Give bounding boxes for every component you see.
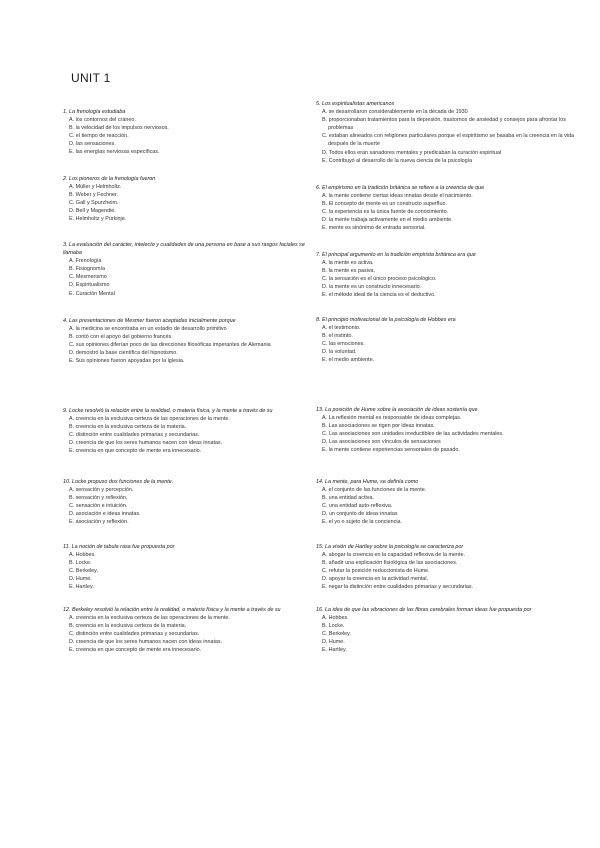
- answer-option: A. la mente contiene ciertas ideas innatas desde el nacimiento.: [322, 193, 473, 200]
- question-2: [63, 175, 325, 224]
- option-list: [316, 551, 578, 591]
- answer-option: B. Locke.: [69, 560, 92, 567]
- question-stem: 2. Los pioneros de la frenología fueron: [63, 176, 156, 182]
- question-15: [316, 543, 578, 592]
- question-13: [316, 406, 578, 455]
- question-stem: 9. Locke resolvió la relación entre la realidad, o materia física, y la mente a través de su: [63, 408, 273, 414]
- answer-option: B. Locke.: [322, 623, 345, 630]
- answer-option: C. distinción entre cualidades primarias y secundarias.: [69, 432, 200, 439]
- answer-option: A. sensación y percepción.: [69, 487, 134, 494]
- answer-option: C. Mesmerismo: [69, 274, 107, 281]
- answer-option: B. una entidad activa.: [322, 495, 374, 502]
- answer-option: B. Las asociaciones se rigen por ideas innatas.: [322, 423, 435, 430]
- answer-option: B. proporcionaban tratamientos para la depresión, trastornos de ansiedad y consejos para afrontar los problemas: [322, 117, 566, 132]
- page-title: UNIT 1: [71, 71, 111, 85]
- option-list: [63, 257, 325, 297]
- answer-option: D. asociación e ideas innatas.: [69, 511, 141, 518]
- question-5: [316, 100, 578, 165]
- answer-option: E. creencia en que concepto de mente era innecesario.: [69, 448, 202, 455]
- answer-option: C. Gall y Spurzheim.: [69, 200, 119, 207]
- answer-option: C. Las asociaciones son unidades irreductibles de las actividades mentales.: [322, 431, 504, 438]
- answer-option: A. La reflexión mental es responsable de ideas complejas.: [322, 415, 462, 422]
- option-list: [316, 414, 578, 454]
- answer-option: E. asociación y reflexión.: [69, 519, 129, 526]
- question-1: [63, 108, 325, 157]
- answer-option: E. el yo o sujeto de la conciencia.: [322, 519, 403, 526]
- answer-option: D. creencia de que los seres humanos nacen con ideas innatas.: [69, 440, 223, 447]
- answer-option: E. el método ideal de la ciencia es el deductivo.: [322, 292, 436, 299]
- question-14: [316, 478, 578, 527]
- option-list: [63, 116, 325, 156]
- question-11: [63, 543, 325, 592]
- answer-option: C. distinción entre cualidades primarias y secundarias.: [69, 631, 200, 638]
- answer-option: D. las sensaciones.: [69, 141, 116, 148]
- question-16: [316, 606, 578, 655]
- question-stem: 5. Los espiritualistas americanos: [316, 101, 395, 107]
- answer-option: C. el tiempo de reacción.: [69, 133, 129, 140]
- option-list: [316, 192, 578, 232]
- question-9: [63, 407, 325, 456]
- answer-option: A. el conjunto de las funciones de la mente.: [322, 487, 427, 494]
- option-list: [63, 183, 325, 223]
- question-stem: 1. La frenología estudiaba: [63, 109, 126, 115]
- answer-option: D. demostró la base científica del hipnotismo.: [69, 350, 178, 357]
- answer-option: C. estaban alineados con religiones particulares porque el espiritismo se basaba en la creencia en la vida después de la muerte: [322, 133, 575, 148]
- answer-option: C. Berkeley.: [322, 631, 351, 638]
- answer-option: B. el instinto.: [322, 333, 353, 340]
- question-stem: 11. La noción de tabula rasa fue propuesta por: [63, 544, 175, 550]
- answer-option: A. la medicina se encontraba en un estadio de desarrollo primitivo: [69, 326, 227, 333]
- answer-option: C. las emociones.: [322, 341, 365, 348]
- answer-option: B. la mente es pasiva.: [322, 268, 376, 275]
- option-list: [63, 325, 325, 365]
- answer-option: D. apoyar la creencia en la actividad mental.: [322, 576, 429, 583]
- answer-option: B. la velocidad de los impulsos nerviosos.: [69, 125, 169, 132]
- option-list: [63, 415, 325, 455]
- answer-option: E. Curación Mental: [69, 290, 115, 297]
- question-stem: 3. La evaluación del carácter, intelecto y cualidades de una persona en base a sus rasgos faciales se llamaba: [63, 242, 305, 257]
- question-10: [63, 478, 325, 527]
- answer-option: D. la voluntad.: [322, 349, 357, 356]
- answer-option: D. creencia de que los seres humanos nacen con ideas innatas.: [69, 639, 223, 646]
- answer-option: A. se desarrollaron considerablemente en la década de 1930: [322, 109, 468, 116]
- answer-option: C. sus opiniones diferían poco de las direcciones filosóficas imperantes de Alemania: [69, 342, 271, 349]
- question-4: [63, 317, 325, 366]
- answer-option: C. la sensación es el único proceso psicológico.: [322, 276, 437, 283]
- question-7: [316, 251, 578, 300]
- answer-option: E. Hartley.: [322, 647, 347, 654]
- question-stem: 14. La mente, para Hume, se definía como: [316, 479, 419, 485]
- answer-option: A. los contornos del cráneo.: [69, 117, 136, 124]
- answer-option: A. la mente es activa.: [322, 260, 374, 267]
- answer-option: E. Hartley.: [69, 584, 94, 591]
- answer-option: A. el testimonio.: [322, 325, 361, 332]
- answer-option: E. Sus opiniones fueron apoyadas por la iglesia.: [69, 358, 185, 365]
- answer-option: C. Berkeley.: [69, 568, 98, 575]
- answer-option: B. Weber y Fechner.: [69, 192, 119, 199]
- answer-option: E. las energías nerviosas específicas.: [69, 149, 160, 156]
- answer-option: E. Helmholtz y Purkinje.: [69, 216, 127, 223]
- answer-option: B. sensación y reflexión.: [69, 495, 128, 502]
- option-list: [63, 614, 325, 654]
- answer-option: E. creencia en que concepto de mente era innecesario.: [69, 647, 202, 654]
- question-stem: 13. La posición de Hume sobre la asociación de ideas sostenía que: [316, 407, 478, 413]
- answer-option: D. Espiritualismo: [69, 282, 110, 289]
- question-stem: 8. El principio motivacional de la psicología de Hobbes era: [316, 317, 456, 323]
- answer-option: C. la experiencia es la única fuente de conocimiento.: [322, 209, 449, 216]
- answer-option: E. mente es sinónimo de entrada sensorial.: [322, 225, 426, 232]
- option-list: [63, 551, 325, 591]
- option-list: [316, 486, 578, 526]
- answer-option: A. abogar la creencia en la capacidad reflexiva de la mente.: [322, 552, 465, 559]
- answer-option: D. la mente es un constructo innecesario.: [322, 284, 422, 291]
- option-list: [316, 614, 578, 654]
- answer-option: B. Fisiognomía: [69, 266, 105, 273]
- answer-option: D. Hume.: [69, 576, 92, 583]
- question-stem: 16. La idea de que las vibraciones de las fibras cerebrales forman ideas fue propuesta por: [316, 607, 532, 613]
- question-6: [316, 184, 578, 233]
- answer-option: D. un conjunto de ideas innatas: [322, 511, 398, 518]
- answer-option: B. contó con el apoyo del gobierno francés.: [69, 334, 173, 341]
- answer-option: A. Hobbes.: [69, 552, 96, 559]
- answer-option: C. refutar la posición reduccionista de Hume.: [322, 568, 430, 575]
- question-stem: 12. Berkeley resolvió la relación entre la realidad, o materia física y la mente a través de su: [63, 607, 281, 613]
- answer-option: B. El concepto de mente es un constructo superfluo.: [322, 201, 447, 208]
- answer-option: A. creencia en la exclusiva certeza de las operaciones de la mente.: [69, 416, 230, 423]
- option-list: [316, 259, 578, 299]
- answer-option: B. creencia en la exclusiva certeza de la materia.: [69, 623, 187, 630]
- question-stem: 10. Locke propuso dos funciones de la mente.: [63, 479, 174, 485]
- answer-option: C. sensación e intuición.: [69, 503, 128, 510]
- question-3: [63, 241, 325, 298]
- question-12: [63, 606, 325, 655]
- option-list: [316, 324, 578, 364]
- question-stem: 7. El principal argumento en la tradición empirista británica era que: [316, 252, 476, 258]
- answer-option: A. Müller y Helmholtz.: [69, 184, 122, 191]
- answer-option: A. Frenología: [69, 258, 102, 265]
- question-stem: 6. El empirismo en la tradición británica se refiere a la creencia de que: [316, 185, 485, 191]
- answer-option: D. Las asociaciones son vínculos de sensaciones: [322, 439, 441, 446]
- answer-option: E. negar la distinción entre cualidades primarias y secundarias.: [322, 584, 474, 591]
- answer-option: B. creencia en la exclusiva certeza de la materia.: [69, 424, 187, 431]
- answer-option: E. Contribuyó al desarrollo de la nueva ciencia de la psicología: [322, 157, 473, 164]
- answer-option: C. una entidad auto-reflexiva.: [322, 503, 393, 510]
- answer-option: A. creencia en la exclusiva certeza de las operaciones de la mente.: [69, 615, 230, 622]
- question-stem: 15. La visión de Hartley sobre la psicología se caracteriza por: [316, 544, 464, 550]
- answer-option: A. Hobbes.: [322, 615, 349, 622]
- answer-option: D. Hume.: [322, 639, 345, 646]
- answer-option: D. la mente trabaja activamente en el medio ambiente.: [322, 217, 453, 224]
- answer-option: E. la mente contiene experiencias sensoriales de pasado.: [322, 447, 460, 454]
- option-list: [63, 486, 325, 526]
- answer-option: D. Bell y Magendie.: [69, 208, 116, 215]
- question-stem: 4. Las presentaciones de Mesmer fueron aceptadas inicialmente porque: [63, 318, 236, 324]
- answer-option: D. Todos ellos eran sanadores mentales y predicaban la curación espiritual: [322, 149, 502, 156]
- option-list: [316, 108, 578, 165]
- answer-option: B. añadir una explicación fisiológica de las asociaciones.: [322, 560, 458, 567]
- question-8: [316, 316, 578, 365]
- answer-option: E. el medio ambiente.: [322, 357, 375, 364]
